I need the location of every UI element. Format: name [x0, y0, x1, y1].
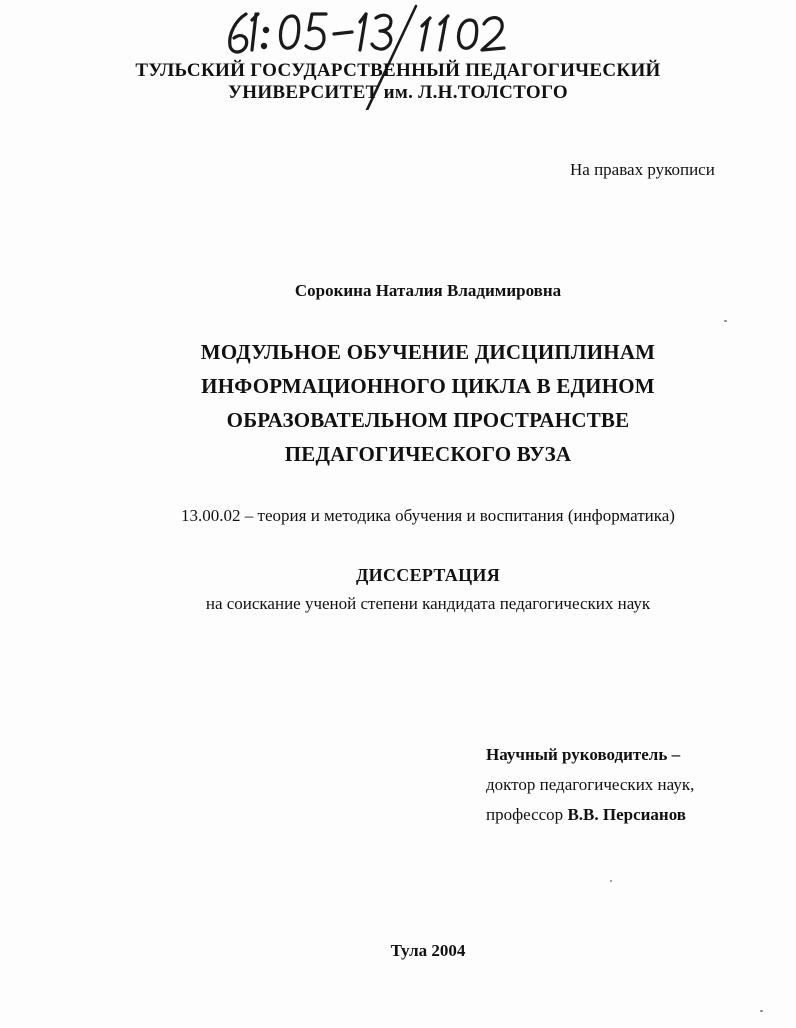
dissertation-title-line-3: ОБРАЗОВАТЕЛЬНОМ ПРОСТРАНСТВЕ [226, 408, 630, 432]
advisor-title: профессор [486, 805, 568, 824]
advisor-title-name [486, 805, 686, 825]
document-type: ДИССЕРТАЦИЯ [355, 565, 500, 585]
university-name-line2: УНИВЕРСИТЕТ им. Л.Н.ТОЛСТОГО [228, 82, 568, 103]
scan-speck [760, 1010, 763, 1012]
dissertation-title-line-1: МОДУЛЬНОЕ ОБУЧЕНИЕ ДИСЦИПЛИНАМ [200, 340, 656, 364]
advisor-label: Научный руководитель – [486, 745, 681, 764]
dissertation-title-line-2: ИНФОРМАЦИОННОГО ЦИКЛА В ЕДИНОМ [201, 374, 655, 398]
advisor-name: В.В. Персианов [567, 805, 686, 824]
advisor-degree: доктор педагогических наук, [486, 775, 695, 794]
university-name-line1: ТУЛЬСКИЙ ГОСУДАРСТВЕННЫЙ ПЕДАГОГИЧЕСКИЙ [135, 60, 661, 81]
author-name: Сорокина Наталия Владимировна [294, 281, 562, 300]
scan-speck [610, 880, 612, 882]
scan-speck [724, 320, 727, 322]
degree-purpose: на соискание ученой степени кандидата педагогических наук [205, 594, 651, 613]
city-year: Тула 2004 [390, 941, 466, 960]
specialty-code: 13.00.02 – теория и методика обучения и воспитания (информатика) [181, 506, 675, 525]
dissertation-title-line-4: ПЕДАГОГИЧЕСКОГО ВУЗА [284, 442, 572, 466]
manuscript-note: На правах рукописи [570, 160, 715, 179]
